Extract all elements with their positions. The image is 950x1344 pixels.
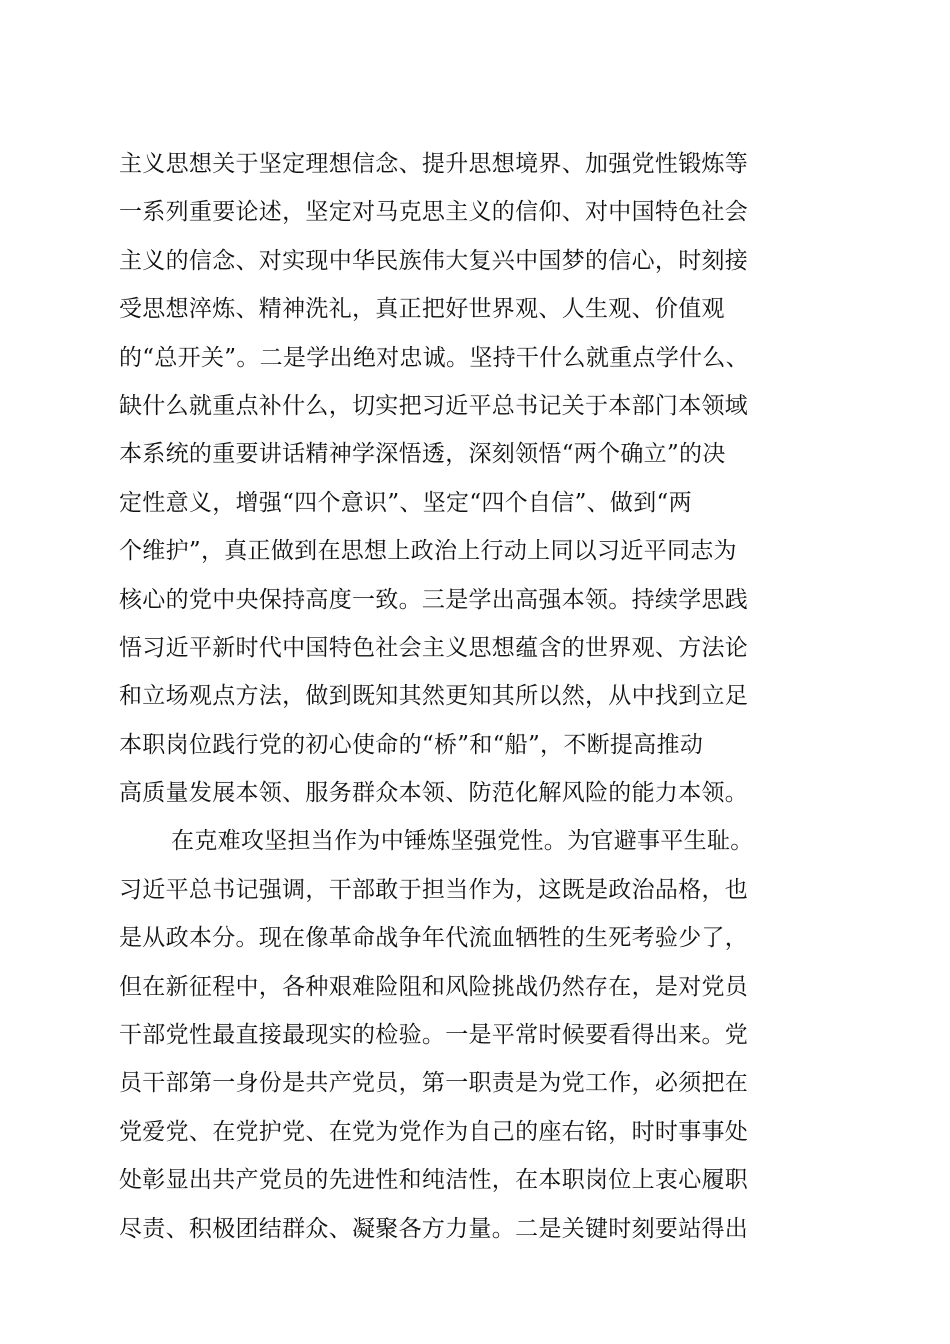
- text-line: 缺什么就重点补什么，切实把习近平总书记关于本部门本领域: [119, 392, 749, 419]
- text-line: 定性意义，增强“四个意识”、坚定“四个自信”、做到“两: [119, 489, 692, 516]
- text-line: 的“总开关”。二是学出绝对忠诚。坚持干什么就重点学什么、: [119, 344, 749, 371]
- text-line: 个维护”，真正做到在思想上政治上行动上同以习近平同志为: [119, 538, 737, 565]
- text-line: 员干部第一身份是共产党员，第一职责是为党工作，必须把在: [119, 1070, 749, 1097]
- text-line: 党爱党、在党护党、在党为党作为自己的座右铭，时时事事处: [119, 1118, 749, 1145]
- text-line: 本职岗位践行党的初心使命的“桥”和“船”，不断提高推动: [119, 731, 704, 758]
- text-line: 悟习近平新时代中国特色社会主义思想蕴含的世界观、方法论: [119, 634, 749, 661]
- text-line: 一系列重要论述，坚定对马克思主义的信仰、对中国特色社会: [119, 199, 749, 226]
- text-line: 和立场观点方法，做到既知其然更知其所以然，从中找到立足: [119, 683, 749, 710]
- text-line: 干部党性最直接最现实的检验。一是平常时候要看得出来。党: [119, 1022, 749, 1049]
- text-line: 习近平总书记强调，干部敢于担当作为，这既是政治品格，也: [119, 876, 749, 903]
- text-line: 是从政本分。现在像革命战争年代流血牺牲的生死考验少了，: [119, 925, 749, 952]
- text-line: 但在新征程中，各种艰难险阻和风险挑战仍然存在，是对党员: [119, 973, 749, 1000]
- text-line: 主义的信念、对实现中华民族伟大复兴中国梦的信心，时刻接: [119, 247, 749, 274]
- body-text: [119, 140, 859, 1253]
- text-line: 高质量发展本领、服务群众本领、防范化解风险的能力本领。: [119, 780, 749, 807]
- text-line: 处彰显出共产党员的先进性和纯洁性，在本职岗位上衷心履职: [119, 1167, 749, 1194]
- paragraph-start-line: 在克难攻坚担当作为中锤炼坚强党性。为官避事平生耻。: [171, 828, 754, 855]
- text-line: 核心的党中央保持高度一致。三是学出高强本领。持续学思践: [119, 586, 749, 613]
- text-line: 受思想淬炼、精神洗礼，真正把好世界观、人生观、价值观: [119, 296, 725, 323]
- text-line: 本系统的重要讲话精神学深悟透，深刻领悟“两个确立”的决: [119, 441, 726, 468]
- text-line: 尽责、积极团结群众、凝聚各方力量。二是关键时刻要站得出: [119, 1215, 749, 1242]
- text-line: 主义思想关于坚定理想信念、提升思想境界、加强党性锻炼等: [119, 151, 749, 177]
